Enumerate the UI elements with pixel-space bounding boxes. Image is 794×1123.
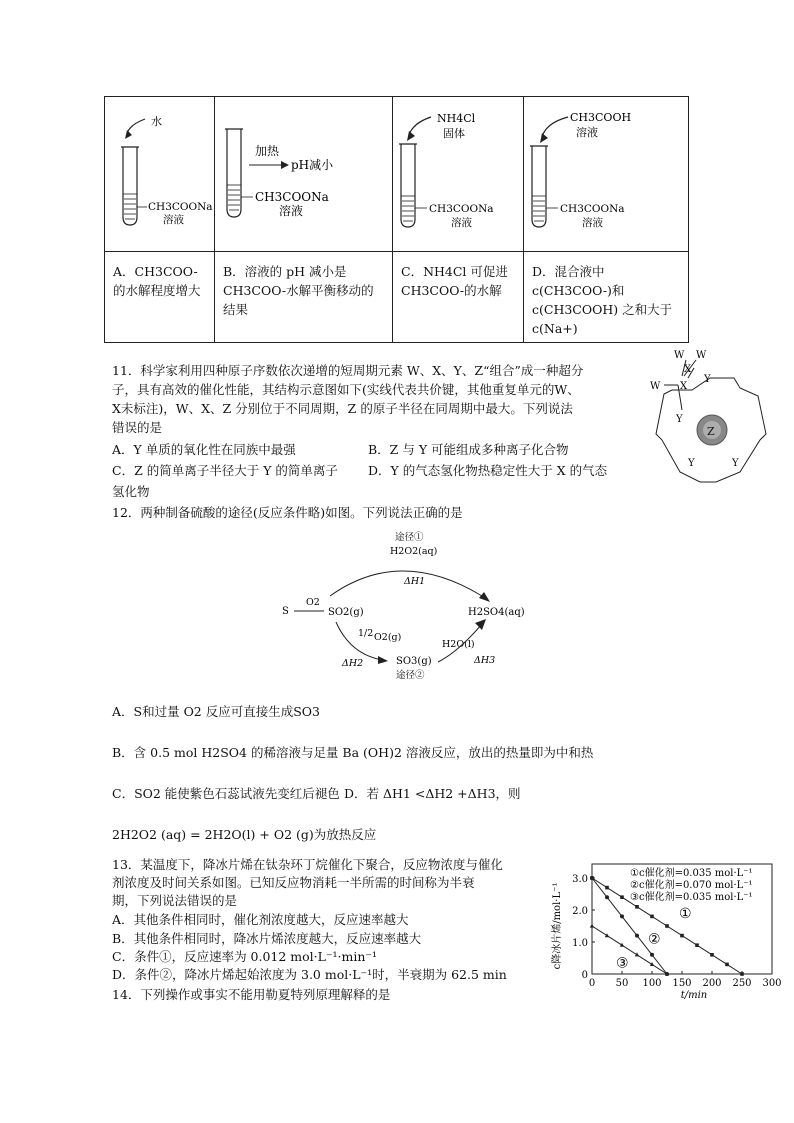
y-tick-label: 2.0 xyxy=(572,906,588,917)
data-point-s1 xyxy=(710,953,714,957)
half-label: 1/2 xyxy=(358,628,374,639)
heat-label: 加热 xyxy=(255,144,280,158)
q13-stem-line-1: 13．某温度下，降冰片烯在钛杂环丁烷催化下聚合，反应物浓度与催化 xyxy=(112,857,503,872)
reagent-sub-label-d: 溶液 xyxy=(576,126,598,139)
data-point-s1 xyxy=(725,963,729,967)
data-point-s1 xyxy=(665,924,669,928)
data-point-s1 xyxy=(680,934,684,938)
data-point-s1 xyxy=(605,886,609,890)
dh3-label: ΔH3 xyxy=(474,655,496,666)
data-point-s1 xyxy=(620,895,624,899)
q13-stem-line-3: 期，下列说法错误的是 xyxy=(112,893,238,908)
y-tick-label: 0 xyxy=(581,970,588,981)
q11-stem-line-2: 子，具有高效的催化性能，其结构示意图如下(实线代表共价键，其他重复单元的W、 xyxy=(112,382,580,397)
atom-w-3: W xyxy=(650,381,661,392)
reagent-label-c: NH4Cl xyxy=(437,112,476,125)
data-point-s1 xyxy=(740,972,744,976)
h2o-label: H2O(l) xyxy=(442,639,475,650)
solution-sub-label-b: 溶液 xyxy=(279,204,304,218)
reagent-sub-label-c: 固体 xyxy=(443,127,465,140)
q11-option-a: A．Y 单质的氧化性在同族中最强 xyxy=(112,442,296,457)
q11-option-d: D．Y 的气态氢化物热稳定性大于 X 的气态 xyxy=(368,463,608,478)
q13-option-c: C．条件①，反应速率为 0.012 mol·L⁻¹·min⁻¹ xyxy=(112,949,378,964)
q12-option-d-cont: 2H2O2 (aq) = 2H2O(l) + O2 (g)为放热反应 xyxy=(112,827,377,842)
atom-y-4: Y xyxy=(732,458,739,469)
solution-sub-label-c: 溶液 xyxy=(451,217,472,229)
x-tick-label: 50 xyxy=(615,978,629,989)
test-tube-c-icon xyxy=(393,97,524,247)
dh2-label: ΔH2 xyxy=(342,658,364,669)
q11-option-d-cont: 氢化物 xyxy=(112,484,150,499)
supramolecule-diagram xyxy=(636,342,786,490)
route1-label: 途径① xyxy=(395,532,424,543)
atom-x: X xyxy=(680,381,688,392)
q11-stem-line-4: 错误的是 xyxy=(112,420,163,435)
atom-w-2: W xyxy=(696,350,707,361)
dh1-label: ΔH1 xyxy=(404,576,426,587)
atom-x-top: X xyxy=(684,364,692,375)
x-tick-label: 200 xyxy=(702,978,722,989)
curve-label-2: ② xyxy=(648,931,661,948)
data-point-s2 xyxy=(650,953,654,957)
route1-reagent: H2O2(aq) xyxy=(390,546,438,557)
data-point-s1 xyxy=(695,943,699,947)
y-tick-label: 3.0 xyxy=(572,874,588,885)
q12-stem: 12．两种制备硫酸的途径(反应条件略)如图。下列说法正确的是 xyxy=(112,505,463,520)
experiment-image-c xyxy=(393,97,524,252)
test-tube-d-icon xyxy=(524,97,689,247)
x-axis-label: t/min xyxy=(680,990,708,1001)
so2-label: SO2(g) xyxy=(328,607,364,618)
experiment-image-d xyxy=(524,97,689,252)
solution-label-b: CH3COONa xyxy=(255,190,329,204)
atom-w-1: W xyxy=(674,350,685,361)
q11-stem-line-3: X未标注)，W、X、Z 分别位于不同周期，Z 的原子半径在同周期中最大。下列说法 xyxy=(112,401,573,416)
q13-option-b: B．其他条件相同时，降冰片烯浓度越大，反应速率越大 xyxy=(112,931,422,946)
q13-option-d: D．条件②，降冰片烯起始浓度为 3.0 mol·L⁻¹时，半衰期为 62.5 min xyxy=(112,967,507,982)
q13-option-a: A．其他条件相同时，催化剂浓度越大，反应速率越大 xyxy=(112,912,409,927)
data-point-s2 xyxy=(605,895,609,899)
experiment-image-a xyxy=(105,97,215,252)
x-tick-label: 0 xyxy=(588,978,596,989)
q12-option-a: A．S和过量 O2 反应可直接生成SO3 xyxy=(112,704,321,719)
sulfuric-acid-route-diagram xyxy=(270,526,530,686)
o2g-label: O2(g) xyxy=(374,632,402,643)
data-point-s2 xyxy=(590,876,594,880)
solution-label-a: CH3COONa xyxy=(148,201,213,213)
ph-result-label: pH减小 xyxy=(291,158,334,172)
solution-label-c: CH3COONa xyxy=(429,203,494,215)
atom-y-2: Y xyxy=(676,414,683,425)
q12-option-b: B．含 0.5 mol H2SO4 的稀溶液与足量 Ba (OH)2 溶液反应，放出的热量即为中和热 xyxy=(112,745,594,760)
test-tube-b-icon xyxy=(215,97,393,247)
route2-label: 途径② xyxy=(396,670,425,681)
q12-option-d: D．若 ΔH1 <ΔH2 +ΔH3，则 xyxy=(344,786,521,801)
o2-label: O2 xyxy=(306,597,320,608)
legend-entry-1: ①c催化剂=0.035 mol·L⁻¹ xyxy=(630,868,753,879)
solution-label-d: CH3COONa xyxy=(560,203,625,215)
data-point-s2 xyxy=(620,914,624,918)
atom-y-1: Y xyxy=(704,374,711,385)
option-d-q10: D．混合液中 c(CH3COO-)和 c(CH3COOH) 之和大于 c(Na+) xyxy=(532,264,673,336)
solution-sub-label-a: 溶液 xyxy=(163,214,184,226)
x-tick-label: 100 xyxy=(642,978,662,989)
q14-stem: 14．下列操作或事实不能用勒夏特列原理解释的是 xyxy=(112,987,391,1002)
x-tick-label: 300 xyxy=(762,978,782,989)
x-tick-label: 150 xyxy=(672,978,692,989)
solution-sub-label-d: 溶液 xyxy=(582,217,603,229)
reagent-label-a: 水 xyxy=(151,115,162,128)
data-point-s3 xyxy=(590,924,594,928)
q12-option-c: C．SO2 能使紫色石蕊试液先变红后褪色 xyxy=(112,786,340,801)
h2so4-label: H2SO4(aq) xyxy=(468,607,525,618)
curve-label-3: ③ xyxy=(616,955,629,972)
legend-entry-2: ②c催化剂=0.070 mol·L⁻¹ xyxy=(630,880,753,891)
y-axis-label: c降冰片烯/mol·L⁻¹ xyxy=(552,882,563,970)
atom-y-3: Y xyxy=(688,458,695,469)
q11-option-c: C．Z 的简单离子半径大于 Y 的简单离子 xyxy=(112,463,338,478)
data-point-s2 xyxy=(635,934,639,938)
option-a-q10: A．CH3COO- 的水解程度增大 xyxy=(113,264,201,298)
x-tick-label: 250 xyxy=(732,978,752,989)
q11-option-b: B．Z 与 Y 可能组成多种离子化合物 xyxy=(368,442,569,457)
so3-label: SO3(g) xyxy=(396,656,432,667)
concentration-time-chart xyxy=(540,852,784,1004)
y-tick-label: 1.0 xyxy=(572,938,588,949)
atom-z: Z xyxy=(707,425,715,438)
s-label: S xyxy=(282,606,289,617)
test-tube-a-icon xyxy=(105,97,215,247)
data-point-s1 xyxy=(650,915,654,919)
experiment-table xyxy=(104,96,689,343)
data-point-s1 xyxy=(635,905,639,909)
q11-stem-line-1: 11．科学家利用四种原子序数依次递增的短周期元素 W、X、Y、Z“组合”成一种超分 xyxy=(112,363,584,378)
reagent-label-d: CH3COOH xyxy=(570,111,632,124)
option-b-q10: B．溶液的 pH 减小是 CH3COO-水解平衡移动的结果 xyxy=(223,264,374,317)
legend-entry-3: ③c催化剂=0.035 mol·L⁻¹ xyxy=(630,892,753,903)
option-c-q10: C．NH4Cl 可促进 CH3COO-的水解 xyxy=(401,264,508,298)
q13-stem-line-2: 剂浓度及时间关系如图。已知反应物消耗一半所需的时间称为半衰 xyxy=(112,875,475,890)
experiment-image-b xyxy=(215,97,393,252)
curve-label-1: ① xyxy=(679,906,692,922)
